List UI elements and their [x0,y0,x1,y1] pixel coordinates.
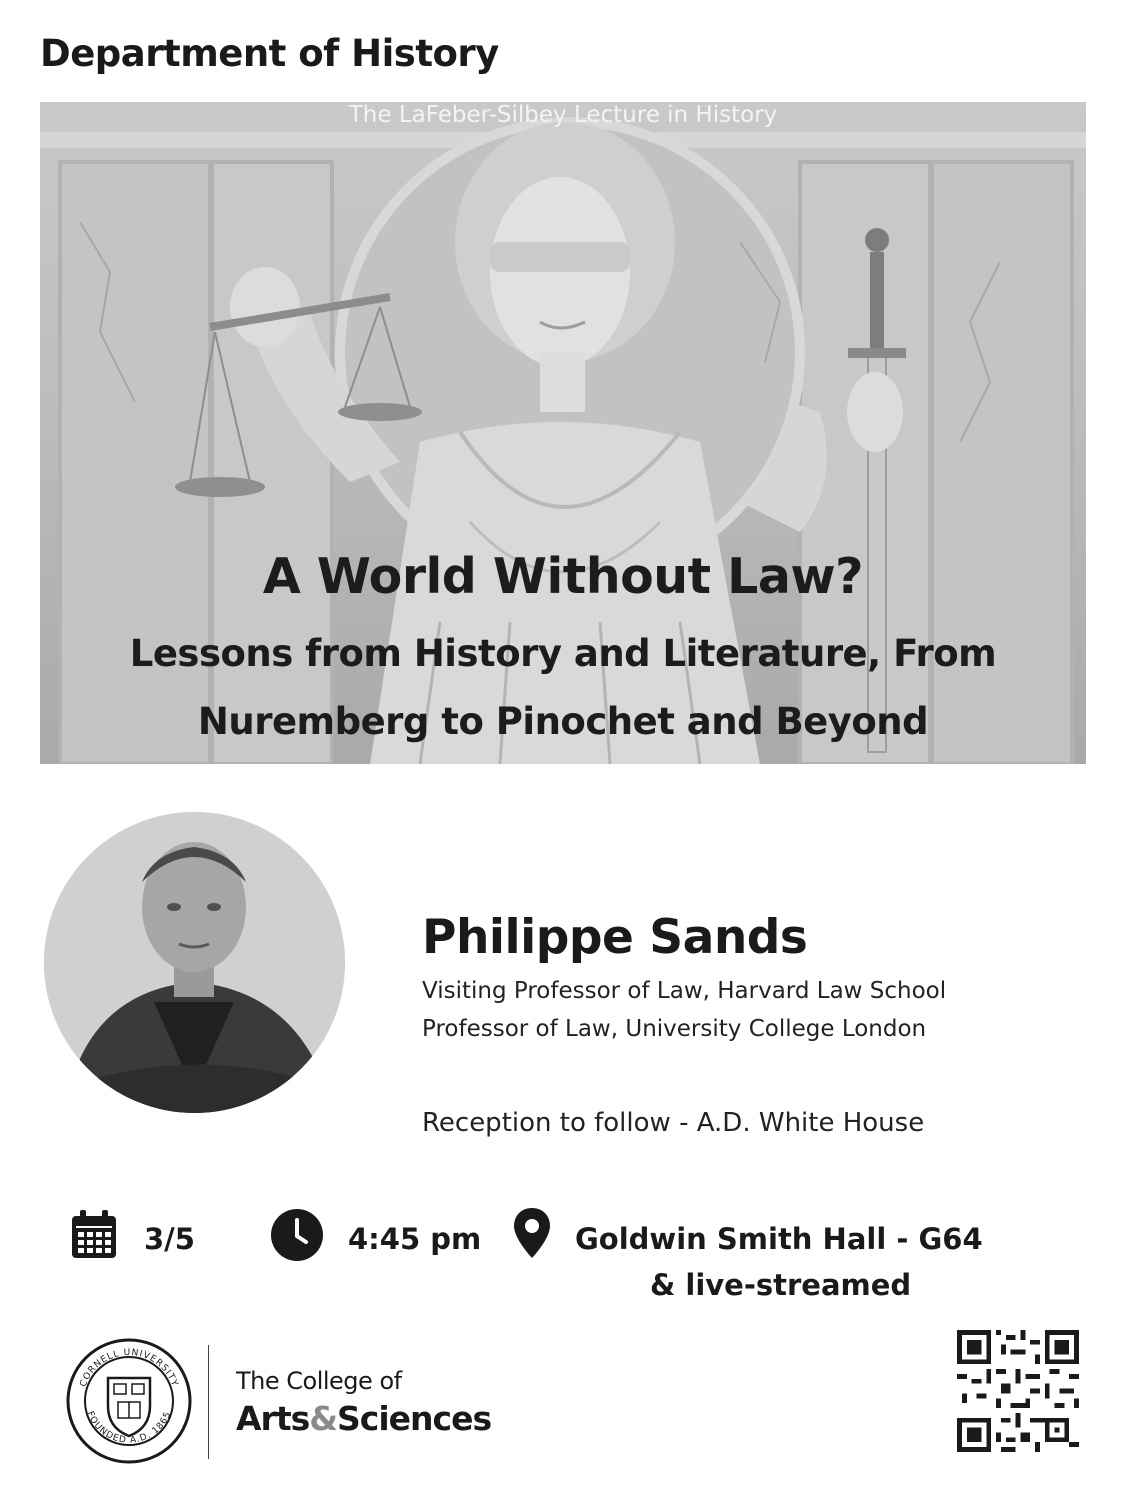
clock-icon [270,1208,324,1262]
college-ampersand: & [309,1399,338,1438]
svg-text:CORNELL UNIVERSITY: CORNELL UNIVERSITY [78,1347,180,1389]
lecture-series-label: The LaFeber-Silbey Lecture in History [348,102,778,128]
talk-subtitle-line2: Nuremberg to Pinochet and Beyond [197,700,929,743]
event-location: Goldwin Smith Hall - G64 [575,1222,983,1256]
speaker-role-2: Professor of Law, University College London [422,1016,927,1042]
talk-subtitle-line1: Lessons from History and Literature, From [129,632,997,675]
footer-divider [208,1345,209,1459]
qr-code-icon[interactable] [957,1330,1079,1452]
college-arts: Arts [236,1399,310,1438]
event-livestream-note: & live-streamed [650,1268,912,1302]
speaker-role-1: Visiting Professor of Law, Harvard Law School [422,978,947,1004]
college-name-line1: The College of [236,1367,402,1395]
map-pin-icon [512,1206,552,1260]
event-date: 3/5 [144,1222,195,1256]
department-heading: Department of History [40,32,499,75]
college-sciences: Sciences [337,1399,492,1438]
reception-note: Reception to follow - A.D. White House [422,1108,925,1138]
hero-banner [40,102,1086,764]
calendar-icon [70,1208,118,1260]
svg-text:FOUNDED A.D. 1865: FOUNDED A.D. 1865 [84,1410,174,1446]
college-name-line2 [236,1399,491,1438]
cornell-seal-logo [66,1338,192,1464]
speaker-portrait [44,812,345,1113]
event-time: 4:45 pm [348,1222,482,1256]
talk-title: A World Without Law? [262,548,864,605]
speaker-name: Philippe Sands [422,910,808,965]
